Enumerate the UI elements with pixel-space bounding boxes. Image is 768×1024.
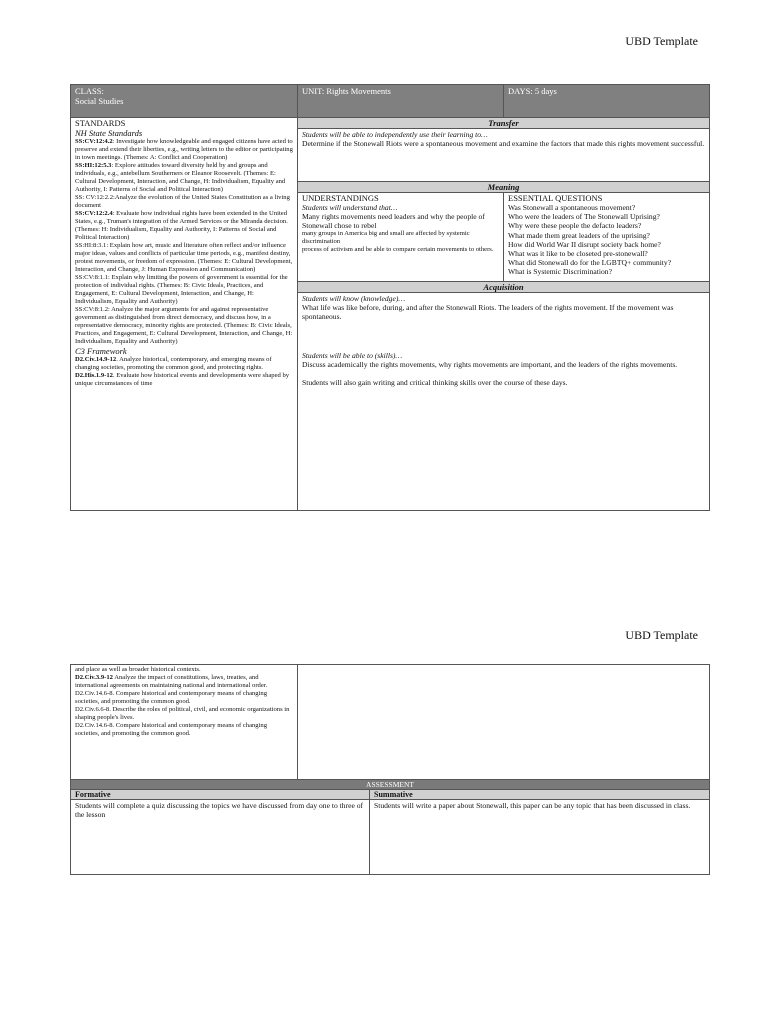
standards-list — [75, 138, 293, 346]
formative-label: Formative — [71, 790, 370, 800]
essential-questions-cell — [504, 193, 710, 282]
standard-code: SS:HI:12:5.3 — [75, 162, 112, 169]
standard-code: D2.Civ.3.9-12 — [75, 674, 113, 681]
essential-question: What did Stonewall do for the LGBTQ+ community? — [508, 258, 672, 268]
extra-skills-text: Students will also gain writing and critical thinking skills over the course of these days. — [302, 377, 568, 387]
standard-item: D2.Civ.6.6-8. Describe the roles of political, civil, and economic organizations in shaping people's lives. — [75, 706, 290, 721]
essential-questions-label: ESSENTIAL QUESTIONS — [508, 193, 603, 203]
understandings-label: UNDERSTANDINGS — [302, 193, 379, 203]
acquisition-cell — [298, 293, 710, 511]
skills-prompt: Students will be able to (skills)… — [302, 351, 403, 361]
transfer-prompt: Students will be able to independently use their learning to… — [302, 130, 488, 139]
c3-item: D2.Civ.14.9-12. Analyze historical, contemporary, and emerging means of changing societies, promoting the common good, and protecting rights. — [75, 356, 272, 371]
standards-continued-cell — [71, 665, 298, 780]
class-cell — [71, 85, 298, 118]
understandings-cell — [298, 193, 504, 282]
know-text: What life was like before, during, and after the Stonewall Riots. The leaders of the rights movement. If the movement was spontaneous. — [302, 303, 674, 322]
standard-item: D2.Civ.3.9-12 Analyze the impact of constitutions, laws, treaties, and international agreements on maintaining national and international order. — [75, 674, 268, 689]
days-cell: DAYS: 5 days — [504, 85, 710, 118]
c3-framework-heading: C3 Framework — [75, 346, 127, 356]
standard-code: SS:CV:12:4.2 — [75, 138, 113, 145]
header-row — [71, 85, 710, 118]
transfer-cell — [298, 129, 710, 182]
standard-item: D2.Civ.14.6-8. Compare historical and contemporary means of changing societies, and promoting the common good. — [75, 722, 268, 737]
understand-prompt: Students will understand that… — [302, 203, 398, 212]
transfer-heading: Transfer — [298, 118, 710, 129]
ubd-table-page-2 — [70, 664, 710, 875]
essential-question: What was it like to be closeted pre-stonewall? — [508, 249, 648, 259]
understandings-main: Many rights movements need leaders and why the people of Stonewall chose to rebel — [302, 212, 485, 231]
standard-item: and place as well as broader historical contexts. — [75, 666, 201, 673]
standard-item: SS:CV:12:4.2: Investigate how knowledgeable and engaged citizens have acted to preserve and extend their liberties, e.g., writing letters to the editor or participating in town meetings. (Themes: A: Conflict and Cooperation) — [75, 138, 293, 161]
nh-standards-heading: NH State Standards — [75, 128, 143, 138]
standard-item: SS:HI:12:5.3: Explore attitudes toward diversity held by and groups and individuals, e.g., antebellum Southerners or Eleanor Roosevelt. (Themes: E: Cultural Development, Interaction, and Change, H: Individualism, Equality and Authority, I: Patterns of Social and Political Interaction) — [75, 162, 286, 193]
essential-question: Who were the leaders of The Stonewall Uprising? — [508, 212, 660, 222]
assessment-heading: ASSESSMENT — [71, 780, 710, 790]
understandings-detail-2: process of activism and be able to compare certain movements to others. — [302, 246, 494, 254]
standard-item: SS:CV:8:1.1: Explain why limiting the powers of government is essential for the protection of individual rights. (Themes: B: Civic Ideals, Practices, and Engagement, E: Cultural Development, Interaction, and Change, H: Individualism, Equality and Authority) — [75, 274, 288, 305]
essential-question: What is Systemic Discrimination? — [508, 267, 612, 277]
c3-list — [75, 356, 293, 388]
essential-questions-list — [508, 203, 705, 277]
ubd-table-page-1 — [70, 84, 710, 511]
essential-question: How did World War II disrupt society back home? — [508, 239, 661, 249]
page-title: UBD Template — [625, 34, 698, 48]
standard-code: D2.Civ.14.9-12 — [75, 356, 117, 363]
essential-question: Why were these people the defacto leaders? — [508, 221, 642, 231]
standard-item: SS:CV:12:2.4: Evaluate how individual rights have been extended in the United States, e.g., Truman's integration of the Armed Services or the Miranda decision. (Themes: H: Individualism, Equality and Authority, I: Patterns of Social and Political Interaction) — [75, 210, 288, 241]
skills-text: Discuss academically the rights movements, why rights movements are important, and the leaders of the rights movements. — [302, 360, 678, 370]
summative-text: Students will write a paper about Stonewall, this paper can be any topic that has been discussed in class. — [370, 800, 710, 875]
standard-item: SS:CV:8:1.2: Analyze the major arguments for and against representative government as distinguished from direct democracy, and discuss how, in a representative democracy, minority rights are protected. (Themes: B: Civic Ideals, Practices, and Engagement, E: Cultural Development, Interaction, and Change, H: Individualism, Equality and Authority) — [75, 306, 293, 345]
formative-text: Students will complete a quiz discussing the topics we have discussed from day one to three of the lesson — [71, 800, 370, 875]
standards-continued-list — [75, 666, 293, 738]
summative-label: Summative — [370, 790, 710, 800]
acquisition-heading: Acquisition — [298, 282, 710, 293]
class-label: CLASS: — [75, 86, 104, 96]
meaning-heading: Meaning — [298, 182, 710, 193]
page-title-2: UBD Template — [625, 628, 698, 642]
understandings-detail-1: many groups in America big and small are affected by systemic discrimination — [302, 230, 470, 246]
standard-code: SS:CV:12:2.4 — [75, 210, 113, 217]
transfer-text: Determine if the Stonewall Riots were a spontaneous movement and examine the factors that made this rights movement successful. — [302, 139, 705, 148]
empty-cell — [298, 665, 710, 780]
c3-item: D2.His.1.9-12. Evaluate how historical events and developments were shaped by unique circumstances of time — [75, 372, 290, 387]
class-value: Social Studies — [75, 96, 124, 106]
essential-question: What made them great leaders of the uprising? — [508, 230, 650, 240]
essential-question: Was Stonewall a spontaneous movement? — [508, 203, 636, 212]
standard-item: SS:HI:8:3.1: Explain how art, music and literature often reflect and/or influence major ideas, values and conflicts of particular time periods, e.g., manifest destiny, protest movements, or freedom of expression. (Themes: E: Cultural Development, Interaction, and Change, J: Human Expression and Communication) — [75, 242, 293, 273]
standard-item: D2.Civ.14.6-8. Compare historical and contemporary means of changing societies, and promoting the common good. — [75, 690, 268, 705]
standard-item: SS: CV:12:2.2:Analyze the evolution of the United States Constitution as a living document — [75, 194, 290, 209]
standards-cell — [71, 118, 298, 511]
standard-code: D2.His.1.9-12 — [75, 372, 113, 379]
standards-heading: STANDARDS — [75, 118, 126, 128]
unit-cell: UNIT: Rights Movements — [298, 85, 504, 118]
know-prompt: Students will know (knowledge)… — [302, 294, 406, 303]
